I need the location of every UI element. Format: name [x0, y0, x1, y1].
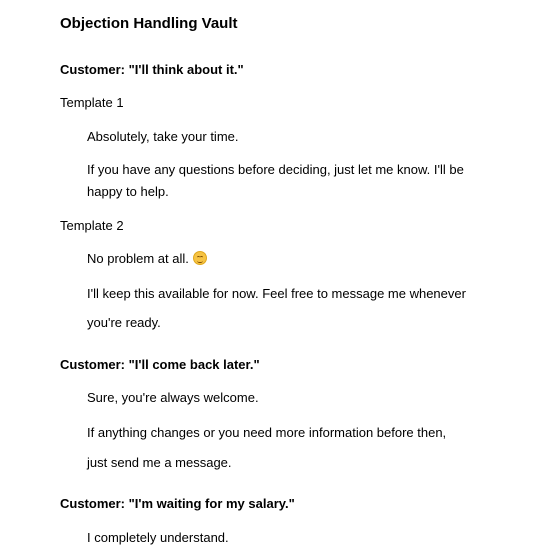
template-label-1: Template 1 — [60, 95, 124, 110]
objection-heading-think-about-it: Customer: "I'll think about it." — [60, 62, 244, 77]
template-2-line-1-row — [87, 251, 207, 267]
objection-heading-come-back-later: Customer: "I'll come back later." — [60, 357, 260, 372]
salary-line-1: I completely understand. — [87, 530, 229, 545]
objection-heading-waiting-salary: Customer: "I'm waiting for my salary." — [60, 496, 295, 511]
template-label-2: Template 2 — [60, 218, 124, 233]
template-1-line-2: If you have any questions before deciding, just let me know. I'll be — [87, 162, 464, 177]
smiling-face-icon — [193, 251, 207, 265]
come-back-line-3: just send me a message. — [87, 455, 232, 470]
template-2-line-3: you're ready. — [87, 315, 161, 330]
template-1-line-1: Absolutely, take your time. — [87, 129, 239, 144]
come-back-line-1: Sure, you're always welcome. — [87, 390, 259, 405]
template-2-line-2: I'll keep this available for now. Feel free to message me whenever — [87, 286, 466, 301]
template-1-line-3: happy to help. — [87, 184, 169, 199]
template-2-line-1: No problem at all. — [87, 251, 189, 266]
document-title: Objection Handling Vault — [60, 15, 238, 32]
come-back-line-2: If anything changes or you need more information before then, — [87, 425, 447, 440]
